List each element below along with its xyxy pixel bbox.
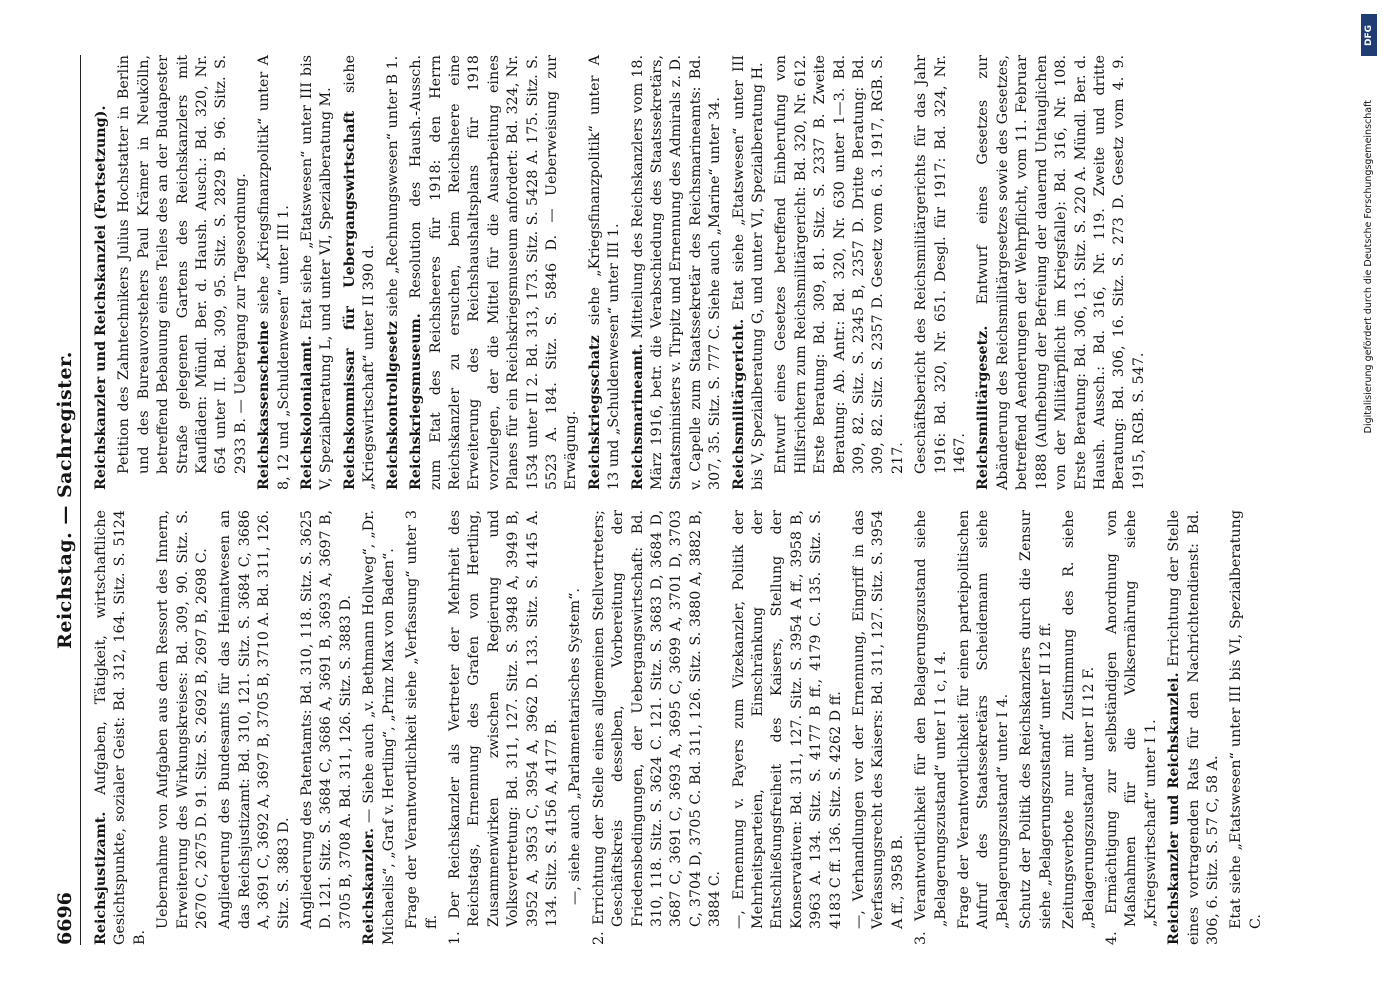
entry-headword: Reichskommissar für Uebergangswirtschaft <box>341 110 358 490</box>
entry-text: siehe „Kriegswirtschaft“ unter II 390 d. <box>341 54 378 490</box>
entry <box>446 510 562 945</box>
entry-text: Zeitungsverbote nur mit Zustimmung des R. siehe „Belagerungszustand“ unter II 12 F. <box>1061 510 1097 929</box>
digitization-note: Digitalisierung gefördert durch die Deutsche Forschungsgemeinschaft <box>1363 100 1374 434</box>
entry-text: —, Ernennung v. Payers zum Vizekanzler, Politik der Mehrheitsparteien, Einschränkung der Entschließungsfreiheit des Kaisers, Stellung der Konservativen: Bd. 311, 127. Sitz. S. 3954 A ff., 3958 B, 3963 A. 134. Sitz. S. 4177 B ff., 4179 C. 135. Sitz. S. 4183 C ff. 136. Sitz. S. 4262 D ff. <box>730 510 844 929</box>
entry-text: Angliederung des Bundesamts für das Heimatwesen an das Reichsjustizamt: Bd. 310, 121. Sitz. S. 3684 C, 3686 A, 3691 C, 3692 A, 3697 B, 3705 B, 3710 A. Bd. 311, 126. Sitz. S. 3883 D. <box>217 510 292 929</box>
page-header <box>50 55 81 945</box>
entry <box>298 55 337 490</box>
entry <box>1103 510 1161 945</box>
entry-text: siehe „Rechnungswesen“ unter B 1. <box>384 55 401 317</box>
entry-text: Uebernahme von Aufgaben aus dem Ressort des Innern, Erweiterung des Wirkungskreises: Bd. 309, 90. Sitz. S. 2670 C, 2675 D. 91. Sitz. S. 2692 B, 2697 B, 2698 C. <box>155 510 211 929</box>
left-column <box>92 509 1264 945</box>
entry-text: Etat siehe „Etatswesen“ unter III bis VI, Spezialberatung C. <box>1228 510 1264 929</box>
entry <box>730 55 769 490</box>
entry-text: — Siehe auch „v. Bethmann Hollweg“, „Dr. Michaelis“, „Graf v. Hertling“, „Prinz Max von Baden“. <box>361 510 397 945</box>
entry-headword: Reichsjustizamt. <box>93 811 109 945</box>
entry-text: Etat siehe „Etatswesen“ unter III bis V, Spezialberatung G, und unter VI, Spezialberatung H. <box>730 55 766 490</box>
entry-headword: Reichsmilitärgesetz. <box>975 325 992 490</box>
entry-headword: Reichsmarineamt. <box>629 343 646 490</box>
entry-text: Angliederung des Patentamts: Bd. 310, 118. Sitz. S. 3625 D. 121. Sitz. S. 3684 C, 3686 A, 3691 B, 3693 A, 3697 B, 3705 B, 3708 A. Bd. 311, 126. Sitz. S. 3883 D. <box>299 510 354 929</box>
entry-headword: Reichsmilitärgericht. <box>730 318 747 490</box>
entry <box>955 510 1013 945</box>
entry-text: 4. Ermächtigung zur selbständigen Anordnung von Maßnahmen für die Volksernährung siehe „Kriegswirtschaft“ unter I 1. <box>1103 510 1159 945</box>
entry-text: Entwurf eines Gesetzes zur Abänderung des Reichsmilitärgesetzes sowie des Gesetzes, betreffend Aenderungen der Wehrpflicht, vom 11. Februar 1888 (Aufhebung der Befreiung der dauernd Untauglichen von der Militärpflicht im Kriegsfalle): Bd. 316, Nr. 108. Erste Beratung: Bd. 306, 13. Sitz. S. 220 A. Mündl. Ber. d. Haush. Aussch.: Bd. 316, Nr. 119. Zweite und dritte Beratung: Bd. 306, 16. Sitz. S. 273 D. Gesetz vom 4. 9. 1915, RGB. S. 547. <box>975 54 1147 490</box>
entry <box>772 55 908 490</box>
entry-text: Frage der Verantwortlichkeit für einen parteipolitischen Aufruf des Staatssekretärs Scheidemann siehe „Belagerungszustand“ unter I 4. <box>956 510 1011 929</box>
entry <box>1227 510 1266 945</box>
running-head: Reichstag. — Sachregister. <box>54 351 76 649</box>
right-column <box>92 55 1242 490</box>
entry-text: siehe „Kriegsfinanzpolitik“ unter A 8, 12 und „Schuldenwesen“ unter III 1. <box>256 55 292 490</box>
entry <box>590 510 726 945</box>
entry-text: Resolution des Haush.-Aussch. zum Etat des Reichsheeres für 1918: den Herrn Reichskanzler zu ersuchen, beim Reichsheere eine Erweiterung des Reichshaushaltsplans für 1918 vorzulegen, der die Mittel für die Ausarbeitung eines Planes für ein Reichskriegsmuseum anfordert: Bd. 324, Nr. 1534 unter II 2. Bd. 313, 173. Sitz. S. 5428 A. 175. Sitz. S. 5523 A. 184. Sitz. S. 5846 D. — Ueberweisung zur Erwägung. <box>408 55 580 490</box>
entry-headword: Reichskanzler und Reichskanzlei (Fortsetzung). <box>93 105 109 490</box>
dfg-logo-icon: DFG <box>1361 14 1377 56</box>
entry-headword: Reichskontrollgesetz <box>384 321 401 490</box>
entry-text: —, siehe auch „Parlamentarisches System“. <box>567 588 584 905</box>
entry-headword: Reichskriegsmuseum. <box>408 313 425 490</box>
entry <box>730 510 846 945</box>
entry-headword: Reichskassenscheine <box>256 320 273 490</box>
entry <box>154 510 212 945</box>
entry-text: Mitteilung des Reichskanzlers vom 18. März 1916, betr. die Verabschiedung des Staatssekretärs, Staatsministers v. Tirpitz und Ernennung des Admirals z. D. v. Capelle zum Staatssekretär des Reichsmarineamts: Bd. 307, 35. Sitz. S. 777 C. Siehe auch „Marine“ unter 34. <box>629 54 724 490</box>
entry <box>1060 510 1099 945</box>
entry-text: siehe „Kriegsfinanzpolitik“ unter A 13 und „Schuldenwesen“ unter III 1. <box>586 55 623 490</box>
entry <box>407 55 582 490</box>
entry-text: Frage der Verantwortlichkeit siehe „Verfassung“ unter 3 ff. <box>404 510 440 929</box>
entry-text: Schutz der Politik des Reichskanzlers durch die Zensur siehe „Belagerungszustand“ unter II 12 ff. <box>1018 510 1054 929</box>
entry-text: Geschäftsbericht des Reichsmilitärgerichts für das Jahr 1916: Bd. 320, Nr. 651. Desgl. für 1917: Bd. 324, Nr. 1467. <box>913 55 969 474</box>
entry <box>403 510 442 945</box>
entry-headword: Reichskolonialamt. <box>299 335 316 490</box>
entry-text: Etat siehe „Etatswesen“ unter III bis V, Spezialberatung L, und unter VI, Spezialberatung M. <box>299 55 335 490</box>
entry <box>384 55 403 490</box>
entry <box>92 510 150 945</box>
entry-headword: Reichskriegsschatz <box>586 335 603 490</box>
entry-text: Aufgaben, Tätigkeit, wirtschaftliche Gesichtspunkte, sozialer Geist: Bd. 312, 164. Sitz. S. 5124 B. <box>93 510 148 945</box>
entry <box>298 510 356 945</box>
entry <box>850 510 908 945</box>
entry <box>360 510 399 945</box>
entry-text: 3. Verantwortlichkeit für den Belagerungszustand siehe „Belagerungszustand“ unter I 1 c, I 4. <box>913 510 949 945</box>
entry <box>216 510 294 945</box>
entry-text: 2. Errichtung der Stelle eines allgemeinen Stellvertreters; Geschäftskreis desselben, Vorbereitung der Friedensbedingungen, der Uebergangswirtschaft: Bd. 310, 118. Sitz. S. 3624 C. 121. Sitz. S. 3683 D, 3684 D, 3687 C, 3691 C, 3693 A, 3695 C, 3699 A, 3701 D, 3703 C, 3704 D, 3705 C. Bd. 311, 126. Sitz. S. 3880 A, 3882 B, 3884 C. <box>590 510 724 945</box>
page-number: 6696 <box>54 892 76 945</box>
digitization-stamp <box>1359 10 1379 990</box>
entry <box>912 55 970 490</box>
entry <box>586 55 625 490</box>
entry-text: Entwurf eines Gesetzes betreffend Einberufung von Hilfsrichtern zum Reichsmilitärgericht: Bd. 320, Nr. 612. Erste Beratung: Bd. 309, 81. Sitz. S. 2337 B. Zweite Beratung: Ab. Antr.: Bd. 320, Nr. 630 unter 1—3. Bd. 309, 82. Sitz. S. 2345 B, 2357 D. Dritte Beratung: Bd. 309, 82. Sitz. S. 2357 D. Gesetz vom 6. 3. 1917, RGB. S. 217. <box>773 55 906 474</box>
entry <box>912 510 951 945</box>
entry <box>1165 510 1223 945</box>
entry <box>341 55 380 490</box>
entry-text: Errichtung der Stelle eines vortragenden Rats für den Nachrichtendienst: Bd. 306, 6. Sitz. S. 57 C, 58 A. <box>1166 509 1221 945</box>
entry <box>1017 510 1056 945</box>
entry-headword: Reichskanzler. <box>361 828 378 945</box>
entry-text: Petition des Zahntechnikers Julius Hochstatter in Berlin und des Bureauvorstehers Paul Krämer in Neukölln, betreffend Bebauung eines Teiles des an der Budapester Straße gelegenen Gartens des Reichskanzlers mit Kaufläden: Mündl. Ber. d. Haush. Ausch.: Bd. 320, Nr. 654 unter II. Bd. 309, 95. Sitz. S. 2829 B. 96. Sitz. S. 2933 B. — Uebergang zur Tagesordnung. <box>116 55 249 474</box>
entry <box>629 55 726 490</box>
entry <box>974 55 1149 490</box>
entry <box>115 55 251 490</box>
entry-text: —, Verhandlungen vor der Ernennung, Eingriff in das Verfassungsrecht des Kaisers: Bd. 311, 127. Sitz. S. 3954 A ff., 3958 B. <box>851 510 906 929</box>
entry <box>92 55 111 490</box>
entry <box>566 510 585 945</box>
entry-headword: Reichskanzler und Reichskanzlei. <box>1166 672 1183 945</box>
entry-text: 1. Der Reichskanzler als Vertreter der Mehrheit des Reichstags, Ernennung des Grafen von Hertling, Zusammenwirken zwischen Regierung und Volksvertretung: Bd. 311, 127. Sitz. S. 3948 A, 3949 B, 3952 A, 3953 C, 3954 A, 3962 D. 133. Sitz. S. 4145 A. 134. Sitz. S. 4156 A, 4177 B. <box>446 510 560 945</box>
entry <box>255 55 294 490</box>
